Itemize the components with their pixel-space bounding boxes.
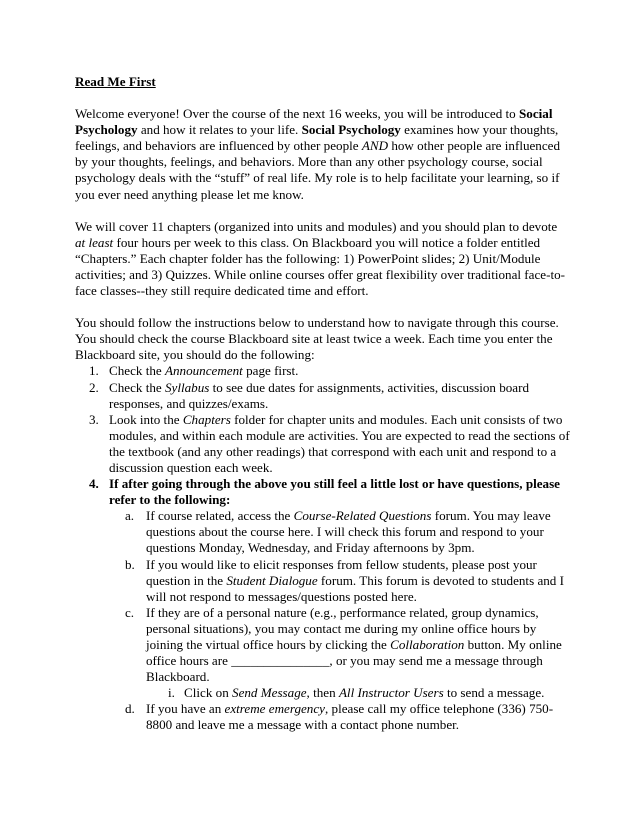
help-heading: If after going through the above you still feel a little lost or have questions, please refer to the following: — [109, 476, 560, 508]
sublist-item-letter: a. — [125, 508, 135, 524]
sub-sublist-item: i. Click on Send Message, then All Instructor Users to send a message. — [168, 685, 545, 701]
course-questions-forum-italic: Course-Related Questions — [293, 508, 432, 524]
intro-text-4: how other people are influenced by your thoughts, feelings, and behaviors. More than any other psychology course, social psychology deals with the “stuff” of real life. My role is to help facilitate your learning, so if you ever need anything please let me know. — [75, 138, 561, 202]
intro-bold-2: Social Psychology — [301, 122, 401, 138]
help-sublist — [109, 508, 570, 733]
instructions-paragraph: You should follow the instructions below to understand how to navigate through this course. You should check the course Blackboard site at least twice a week. Each time you enter the Blackboard site, you should do the following: — [75, 315, 559, 363]
collaboration-italic: Collaboration — [390, 637, 465, 652]
sublist-item-letter: c. — [125, 604, 135, 620]
intro-text-3: examines how your thoughts, feelings, and behaviors are influenced by other people — [75, 122, 559, 154]
chapters-folder-italic: Chapters — [182, 411, 231, 427]
intro-text-1: Welcome everyone! Over the course of the next 16 weeks, you will be introduced to — [75, 106, 519, 122]
list-item — [75, 476, 570, 734]
student-dialogue-italic: Student Dialogue — [226, 572, 318, 588]
instruction-list — [75, 363, 570, 733]
sublist-item: c. If they are of a personal nature (e.g., performance related, group dynamics, personal situations), you may contact me during my online office hours by joining the virtual office hours by clicking the Collaboration button. My online office hours are _______________, or you may send me a message through Blackboard. i. Click on Send Message, then All Instructor Users to send a message. — [109, 605, 570, 702]
list-item-number: 1. — [89, 363, 99, 379]
chapters-italic: at least — [75, 234, 114, 250]
intro-text-2: and how it relates to your life. — [137, 122, 302, 138]
list-item: 3. Look into the Chapters folder for chapter units and modules. Each unit consists of two modules, and within each module are activities. You are expected to read the sections of the textbook (and any other readings) that correspond with each unit and respond to a discussion question each week. — [89, 411, 570, 475]
sublist-item: d. If you have an extreme emergency, please call my office telephone (336) 750-8800 and leave me a message with a contact phone number. — [125, 701, 554, 733]
list-item-number: 2. — [89, 379, 99, 395]
intro-italic-and: AND — [361, 138, 389, 154]
sublist-item: b. If you would like to elicit responses from fellow students, please post your question in the Student Dialogue forum. This forum is devoted to students and I will not respond to messages/questions posted here. — [125, 556, 564, 604]
collaboration-sublist — [146, 685, 570, 701]
chapters-text-2: four hours per week to this class. On Blackboard you will notice a folder entitled “Chapters.” Each chapter folder has the following: 1) PowerPoint slides; 2) Unit/Module activities; and 3) Quizzes. While online courses offer great flexibility over traditional face-to-face classes--they still require dedicated time and effort. — [75, 234, 565, 299]
intro-paragraph — [75, 106, 570, 203]
announcement-italic: Announcement — [165, 363, 243, 379]
list-item: 2. Check the Syllabus to see due dates for assignments, activities, discussion board responses, and quizzes/exams. — [89, 379, 530, 411]
sublist-item-letter: d. — [125, 701, 135, 717]
doc-title: Read Me First — [75, 74, 156, 89]
list-item-number: 4. — [89, 476, 99, 492]
document-body — [75, 74, 570, 734]
sub-sublist-item-numeral: i. — [168, 685, 175, 701]
list-item-number: 3. — [89, 411, 99, 427]
all-instructor-users-italic: All Instructor Users — [338, 685, 444, 701]
syllabus-italic: Syllabus — [165, 379, 210, 395]
intro-bold-1: Social Psychology — [75, 106, 553, 138]
extreme-emergency-italic: extreme emergency — [224, 701, 325, 717]
chapters-text-1: We will cover 11 chapters (organized into units and modules) and you should plan to devote — [75, 218, 558, 234]
send-message-italic: Send Message, — [232, 685, 310, 701]
chapters-paragraph — [75, 219, 570, 299]
sublist-item-letter: b. — [125, 556, 135, 572]
list-item: 1. Check the Announcement page first. — [89, 363, 299, 379]
sublist-item: a. If course related, access the Course-Related Questions forum. You may leave questions about the course here. I will check this forum and respond to your questions Monday, Wednesday, and Friday afternoons by 3pm. — [125, 508, 551, 556]
